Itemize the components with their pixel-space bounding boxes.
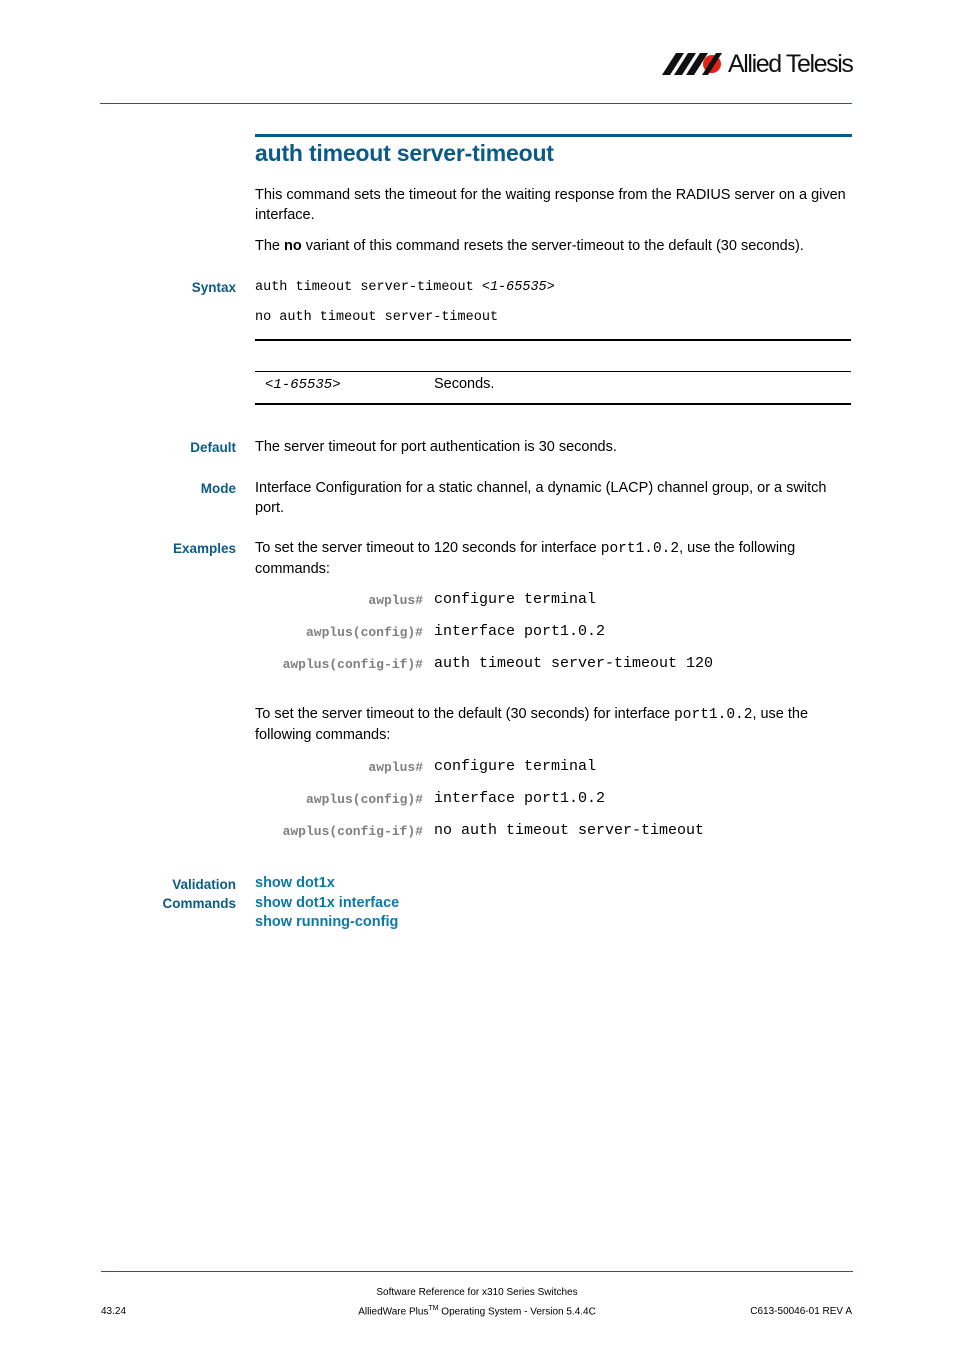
cli-command: interface port1.0.2 bbox=[434, 790, 606, 807]
examples-label: Examples bbox=[172, 541, 236, 556]
footer-page-number: 43.24 bbox=[101, 1306, 127, 1317]
validation-label-line-1: Validation bbox=[172, 877, 236, 892]
link-show-dot1x[interactable]: show dot1x bbox=[255, 875, 335, 891]
cli-command: configure terminal bbox=[434, 758, 597, 775]
no-keyword: no bbox=[284, 238, 302, 254]
cli-prompt: awplus# bbox=[368, 760, 423, 775]
validation-label-line-2: Commands bbox=[162, 896, 236, 911]
cli-prompt: awplus(config-if)# bbox=[282, 824, 423, 839]
no-variant-text-after: variant of this command resets the server-timeout to the default (30 seconds). bbox=[301, 238, 804, 254]
footer-doc-id: C613-50046-01 REV A bbox=[750, 1306, 852, 1317]
footer-version: Operating System - Version 5.4.4C bbox=[438, 1306, 596, 1318]
example-2-text-after: , use the following commands: bbox=[255, 706, 809, 743]
intro-paragraph: This command sets the timeout for the waiting response from the RADIUS server on a given interface. bbox=[255, 187, 846, 223]
cli-command: interface port1.0.2 bbox=[434, 623, 606, 640]
no-variant-paragraph bbox=[255, 237, 851, 257]
table-cell-parameter: <1-65535> bbox=[265, 377, 341, 393]
default-label: Default bbox=[190, 440, 236, 455]
cli-command: no auth timeout server-timeout bbox=[434, 822, 705, 839]
footer-trademark: TM bbox=[428, 1305, 439, 1312]
cli-prompt: awplus(config)# bbox=[305, 792, 423, 807]
mode-text: Interface Configuration for a static channel, a dynamic (LACP) channel group, or a switch port. bbox=[255, 480, 827, 516]
footer-rule bbox=[101, 1271, 853, 1272]
example-1-description bbox=[255, 539, 851, 579]
syntax-label: Syntax bbox=[191, 280, 236, 295]
page-title: auth timeout server-timeout bbox=[255, 140, 554, 166]
example-1-text-before: To set the server timeout to 120 seconds for interface bbox=[255, 540, 601, 556]
footer-document-title: Software Reference for x310 Series Switches bbox=[376, 1287, 578, 1298]
link-show-running-config[interactable]: show running-config bbox=[255, 914, 399, 930]
example-1-text-after: , use the following commands: bbox=[255, 540, 796, 577]
example-2-description bbox=[255, 705, 851, 745]
no-variant-text-before: The bbox=[255, 238, 285, 254]
mode-label: Mode bbox=[200, 481, 236, 496]
default-text: The server timeout for port authentication is 30 seconds. bbox=[255, 439, 617, 455]
footer-os-version bbox=[277, 1305, 677, 1317]
allied-telesis-logo bbox=[662, 50, 852, 78]
syntax-line-2: no auth timeout server-timeout bbox=[255, 310, 499, 325]
cli-prompt: awplus# bbox=[368, 593, 423, 608]
example-2-interface-code: port1.0.2 bbox=[674, 707, 753, 723]
cli-command: configure terminal bbox=[434, 591, 597, 608]
example-2-text-before: To set the server timeout to the default (30 seconds) for interface bbox=[255, 706, 675, 722]
table-header-rule bbox=[255, 371, 851, 372]
logo-text: Allied Telesis bbox=[728, 49, 853, 78]
cli-prompt: awplus(config-if)# bbox=[282, 657, 423, 672]
syntax-parameter: <1-65535> bbox=[481, 280, 555, 295]
footer-os-name: AlliedWare Plus bbox=[358, 1306, 429, 1318]
table-top-rule bbox=[255, 339, 851, 341]
syntax-command: auth timeout server-timeout bbox=[255, 280, 482, 295]
title-rule bbox=[255, 134, 852, 137]
validation-commands-label bbox=[162, 875, 236, 913]
table-cell-description: Seconds. bbox=[434, 376, 495, 392]
header-rule bbox=[100, 103, 852, 104]
example-1-interface-code: port1.0.2 bbox=[600, 541, 680, 557]
syntax-line-1 bbox=[255, 280, 555, 295]
cli-command: auth timeout server-timeout 120 bbox=[434, 655, 714, 672]
logo-mark-icon bbox=[662, 53, 724, 75]
link-show-dot1x-interface[interactable]: show dot1x interface bbox=[255, 895, 400, 911]
table-bottom-rule bbox=[255, 403, 851, 405]
cli-prompt: awplus(config)# bbox=[305, 625, 423, 640]
